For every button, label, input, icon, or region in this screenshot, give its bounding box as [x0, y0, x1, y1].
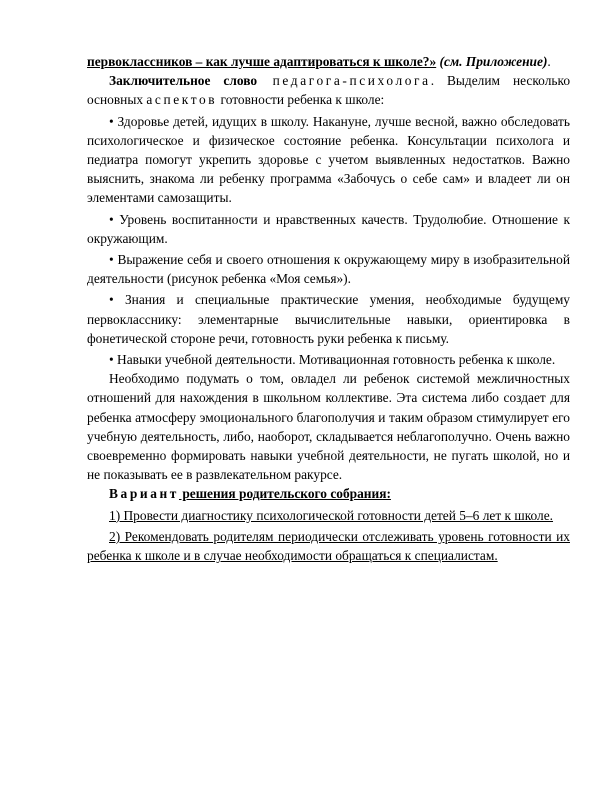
psychologist-label: педагога-психолога: [257, 73, 431, 89]
intro-line: [87, 52, 570, 71]
aspects-word: аспектов: [146, 92, 218, 108]
document-page: [87, 52, 570, 565]
closing-word-text-b: готовности ребенка к школе:: [217, 92, 385, 108]
decision-item-2: 2) Рекомендовать родителям периодически отслеживать уровень готовности их ребенка к школе и в случае необходимости обращаться к специалистам.: [87, 528, 570, 564]
intro-bold-text: первоклассников – как лучше адаптироваться к школе?»: [87, 54, 437, 69]
bullet-drawing: • Выражение себя и своего отношения к окружающему миру в изобразительной деятельности (рисунок ребенка «Моя семья»).: [87, 252, 570, 287]
intro-period: .: [547, 54, 551, 69]
interpersonal-paragraph: Необходимо подумать о том, овладел ли ребенок системой межличностных отношений для нахождения в школьном коллективе. Эта система либо создает для ребенка атмосферу эмоционального благополучия и таким образом стимулирует его учебную деятельность, либо, наоборот, складывается неблагополучно. Очень важно своевременно формировать навыки учебной деятельности, не пугать школой, но и не показывать ее в развлекательном ракурсе.: [87, 371, 570, 483]
closing-word-paragraph: [87, 71, 570, 109]
closing-word-heading: Заключительное слово: [109, 73, 258, 89]
decision-heading-spaced: Вариант: [109, 486, 179, 502]
bullet-health: • Здоровье детей, идущих в школу. Накануне, лучше весной, важно обследовать психологическое и физическое состояние ребенка. Консультации психолога и педиатра помогут укрепить здоровье с учетом выявленных недостатков. Важно выяснить, знакома ли ребенку программа «Забочусь о себе сам» и владеет ли он элементами самозащиты.: [87, 113, 570, 206]
bullet-upbringing: • Уровень воспитанности и нравственных качеств. Трудолюбие. Отношение к окружающим.: [87, 211, 570, 246]
decision-heading-rest: решения родительского собрания:: [178, 486, 391, 502]
closing-word-text-a: . Выделим несколько основных: [87, 73, 571, 108]
bullet-learning-skills: • Навыки учебной деятельности. Мотивационная готовность ребенка к школе.: [109, 352, 556, 368]
appendix-reference: (см. Приложение): [436, 54, 548, 69]
bullet-knowledge: • Знания и специальные практические умения, необходимые будущему первокласснику: элементарные вычислительные навыки, ориентировка в фонетической стороне речи, готовность руки ребенка к письму.: [87, 292, 570, 346]
decision-item-1: 1) Провести диагностику психологической готовности детей 5–6 лет к школе.: [109, 507, 554, 523]
decision-heading: [87, 484, 570, 503]
